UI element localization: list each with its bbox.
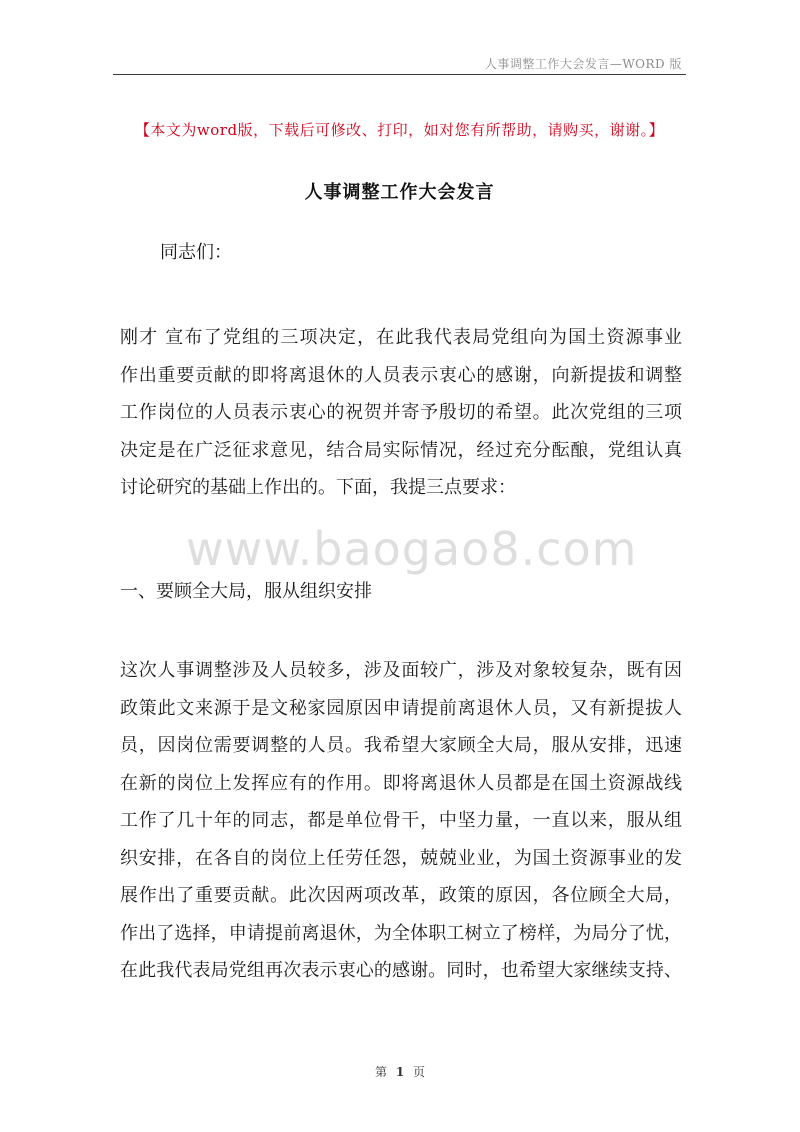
paragraph-line: 织安排，在各自的岗位上任劳任怨，兢兢业业，为国土资源事业的发	[120, 847, 682, 869]
paragraph-line: 在此我代表局党组再次表示衷心的感谢。同时，也希望大家继续支持、	[120, 960, 682, 981]
paragraph-1	[120, 319, 682, 507]
header-divider	[113, 74, 686, 75]
running-header: 人事调整工作大会发言—WORD 版	[484, 57, 682, 71]
paragraph-line: 讨论研究的基础上作出的。下面，我提三点要求：	[120, 477, 516, 498]
paragraph-line: 员，因岗位需要调整的人员。我希望大家顾全大局，服从安排，迅速	[120, 735, 682, 756]
page-number: 1	[395, 1065, 405, 1079]
salutation: 同志们：	[160, 242, 232, 263]
paragraph-line: 这次人事调整涉及人员较多，涉及面较广，涉及对象较复杂，既有因	[120, 660, 682, 681]
section-heading-1: 一、要顾全大局，服从组织安排	[120, 581, 372, 602]
paragraph-line: 工作了几十年的同志，都是单位骨干，中坚力量，一直以来，服从组	[120, 810, 682, 831]
paragraph-line: 工作岗位的人员表示衷心的祝贺并寄予殷切的希望。此次党组的三项	[120, 402, 682, 423]
paragraph-2	[120, 652, 682, 990]
paragraph-line: 在新的岗位上发挥应有的作用。即将离退休人员都是在国土资源战线	[120, 772, 682, 794]
paragraph-line: 展作出了重要贡献。此次因两项改革，政策的原因，各位顾全大局，	[120, 885, 682, 906]
paragraph-line: 政策此文来源于是文秘家园原因申请提前离退休人员，又有新提拔人	[120, 697, 682, 719]
paragraph-line: 作出重要贡献的即将离退休的人员表示衷心的感谢，向新提拔和调整	[120, 364, 682, 386]
watermark: www.baogao8.com	[186, 522, 638, 576]
paragraph-line: 作出了选择，申请提前离退休，为全体职工树立了榜样，为局分了忧，	[120, 922, 682, 944]
paragraph-line: 决定是在广泛征求意见，结合局实际情况，经过充分酝酿，党组认真	[120, 439, 682, 461]
purchase-notice: 【本文为word版，下载后可修改、打印，如对您有所帮助，请购买，谢谢。】	[134, 121, 665, 139]
page-suffix: 页	[413, 1065, 426, 1079]
page-footer	[0, 1063, 800, 1080]
paragraph-line: 刚才 宣布了党组的三项决定，在此我代表局党组向为国土资源事业	[120, 327, 682, 348]
page-prefix: 第	[374, 1065, 387, 1079]
document-title: 人事调整工作大会发言	[304, 182, 495, 203]
